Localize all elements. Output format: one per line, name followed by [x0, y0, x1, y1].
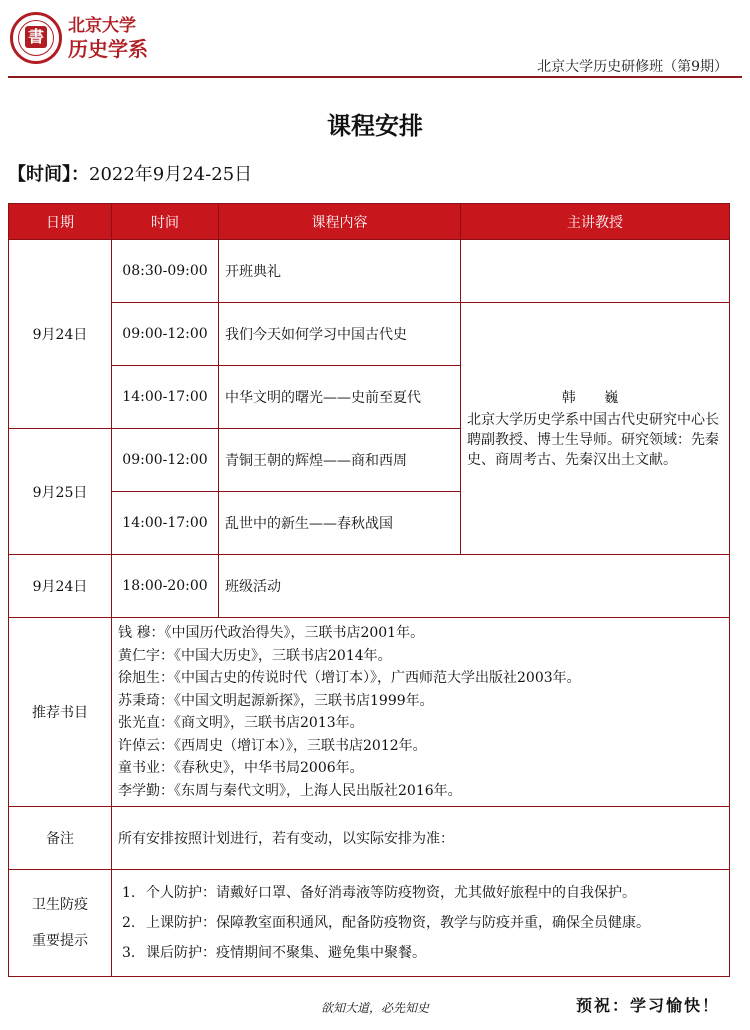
footer-wish: 预祝：学习愉快！ — [575, 996, 720, 1015]
seal-core — [25, 26, 47, 48]
schedule-table — [8, 203, 730, 977]
time-label: 【时间】： — [8, 164, 89, 185]
item-text: 课后防护：疫情期间不聚集、避免集中聚餐。 — [146, 945, 426, 961]
topic-cell: 开班典礼 — [219, 240, 461, 303]
seal-char: 書 — [27, 27, 44, 46]
department-seal-logo — [10, 12, 62, 64]
book-item: 童书业：《春秋史》，中华书局2006年。 — [118, 760, 364, 776]
page-header — [0, 0, 750, 80]
list-item — [118, 908, 723, 938]
topic-cell: 班级活动 — [219, 555, 730, 618]
health-label-line2: 重要提示 — [32, 933, 88, 949]
table-row — [9, 303, 730, 366]
book-item: 钱 穆：《中国历代政治得失》，三联书店2001年。 — [118, 625, 425, 641]
book-item: 张光直：《商文明》，三联书店2013年。 — [118, 715, 364, 731]
health-label — [9, 870, 112, 977]
university-logo-text: 北京大学 — [68, 16, 136, 36]
time-line — [8, 160, 252, 186]
list-item — [118, 938, 723, 968]
professor-cell-empty — [461, 240, 730, 303]
health-tips — [112, 870, 730, 977]
time-cell: 14:00-17:00 — [112, 366, 219, 429]
time-cell: 09:00-12:00 — [112, 429, 219, 492]
books-label: 推荐书目 — [9, 618, 112, 807]
book-item: 许倬云：《西周史（增订本）》，三联书店2012年。 — [118, 737, 427, 754]
department-name: 历史学系 — [68, 37, 148, 61]
table-header-row — [9, 204, 730, 240]
topic-cell: 中华文明的曙光——史前至夏代 — [219, 366, 461, 429]
item-number: 1. — [122, 885, 136, 901]
table-row — [9, 240, 730, 303]
professor-description: 北京大学历史学系中国古代史研究中心长聘副教授、博士生导师。研究领域：先秦史、商周考古、先秦汉出土文献。 — [467, 411, 719, 468]
book-item: 李学勤：《东周与秦代文明》，上海人民出版社2016年。 — [118, 782, 462, 799]
book-item: 苏秉琦：《中国文明起源新探》，三联书店1999年。 — [118, 692, 434, 709]
health-label-line1: 卫生防疫 — [32, 897, 88, 913]
list-item — [118, 878, 723, 908]
time-cell: 18:00-20:00 — [112, 555, 219, 618]
book-item: 徐旭生：《中国古史的传说时代（增订本）》，广西师范大学出版社2003年。 — [118, 670, 581, 686]
note-row — [9, 807, 730, 870]
item-text: 上课防护：保障教室面积通风，配备防疫物资，教学与防疫并重，确保全员健康。 — [146, 915, 650, 931]
health-list — [112, 870, 729, 976]
header-topic: 课程内容 — [219, 204, 461, 240]
date-cell: 9月24日 — [9, 555, 112, 618]
header-professor: 主讲教授 — [461, 204, 730, 240]
topic-cell: 我们今天如何学习中国古代史 — [219, 303, 461, 366]
book-item: 黄仁宇：《中国大历史》，三联书店2014年。 — [118, 647, 392, 664]
table-row — [9, 555, 730, 618]
page-title: 课程安排 — [327, 112, 423, 140]
header-divider — [8, 76, 742, 78]
time-value: 2022年9月24-25日 — [89, 164, 253, 185]
time-cell: 14:00-17:00 — [112, 492, 219, 555]
item-number: 3. — [122, 945, 136, 961]
time-cell: 09:00-12:00 — [112, 303, 219, 366]
footer-motto: 欲知大道，必先知史 — [320, 1001, 429, 1015]
professor-name: 韩 巍 — [561, 389, 631, 406]
note-label: 备注 — [9, 807, 112, 870]
header-date: 日期 — [9, 204, 112, 240]
time-cell: 08:30-09:00 — [112, 240, 219, 303]
note-text: 所有安排按照计划进行，若有变动，以实际安排为准： — [112, 807, 730, 870]
professor-cell — [461, 303, 730, 555]
course-name: 北京大学历史研修班（第9期） — [537, 59, 728, 75]
books-list — [112, 618, 730, 807]
health-row — [9, 870, 730, 977]
date-cell: 9月24日 — [9, 240, 112, 429]
header-time: 时间 — [112, 204, 219, 240]
date-cell: 9月25日 — [9, 429, 112, 555]
item-text: 个人防护：请戴好口罩、备好消毒液等防疫物资，尤其做好旅程中的自我保护。 — [146, 885, 636, 901]
item-number: 2. — [122, 915, 136, 931]
topic-cell: 青铜王朝的辉煌——商和西周 — [219, 429, 461, 492]
topic-cell: 乱世中的新生——春秋战国 — [219, 492, 461, 555]
books-row — [9, 618, 730, 807]
